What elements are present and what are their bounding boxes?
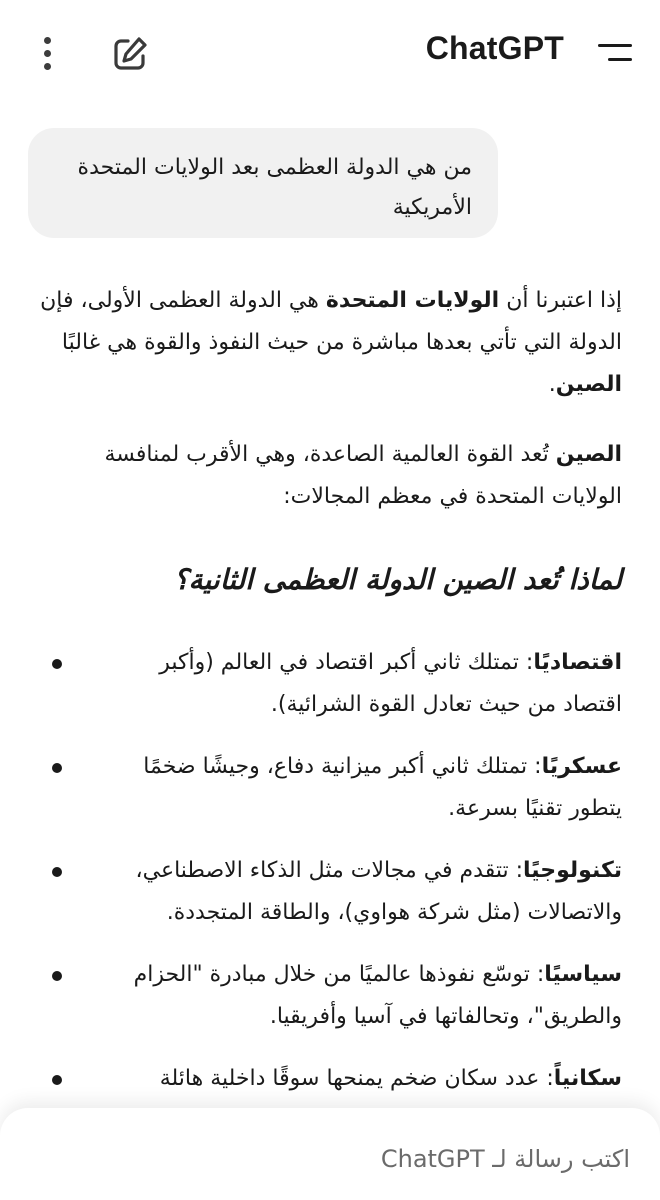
bullet-dot-icon xyxy=(52,867,62,877)
bullet-dot-icon xyxy=(52,659,62,669)
text-span: . xyxy=(548,372,556,397)
item-text: : توسّع نفوذها عالميًا من خلال مبادرة "الحزام والطريق"، وتحالفاتها في آسيا وأفريقيا. xyxy=(133,962,622,1029)
reasons-list xyxy=(36,642,622,1100)
new-chat-edit-icon[interactable] xyxy=(110,34,150,74)
bullet-dot-icon xyxy=(52,1075,62,1085)
list-item xyxy=(36,746,622,830)
user-message-bubble: من هي الدولة العظمى بعد الولايات المتحدة الأمريكية xyxy=(28,128,498,238)
response-paragraph-2 xyxy=(36,434,622,518)
list-item xyxy=(36,954,622,1038)
item-text: : عدد سكان ضخم يمنحها سوقًا داخلية هائلة xyxy=(159,1066,554,1091)
item-label: سكانياً xyxy=(553,1066,622,1091)
assistant-response xyxy=(36,280,622,1120)
text-span: تُعد القوة العالمية الصاعدة، وهي الأقرب لمنافسة الولايات المتحدة في معظم المجالات: xyxy=(104,442,622,509)
more-vertical-icon[interactable] xyxy=(38,34,58,74)
item-label: اقتصاديًا xyxy=(533,650,622,675)
item-text: : تمتلك ثاني أكبر اقتصاد في العالم (وأكبر اقتصاد من حيث تعادل القوة الشرائية). xyxy=(159,650,622,717)
list-item xyxy=(36,1058,622,1100)
response-paragraph-1 xyxy=(36,280,622,406)
bold-span: الصين xyxy=(555,372,622,397)
top-app-bar xyxy=(0,0,660,104)
bullet-dot-icon xyxy=(52,971,62,981)
bold-span: الولايات المتحدة xyxy=(325,288,500,313)
app-title: ChatGPT xyxy=(425,30,564,66)
list-item xyxy=(36,850,622,934)
item-text: : تتقدم في مجالات مثل الذكاء الاصطناعي، والاتصالات (مثل شركة هواوي)، والطاقة المتجددة. xyxy=(135,858,622,925)
list-item xyxy=(36,642,622,726)
bullet-dot-icon xyxy=(52,763,62,773)
item-label: سياسيًا xyxy=(544,962,622,987)
response-heading: لماذا تُعد الصين الدولة العظمى الثانية؟ xyxy=(173,563,622,596)
message-composer xyxy=(0,1108,660,1200)
text-span: هي الدولة العظمى الأولى، فإن الدولة التي تأتي بعدها مباشرة من حيث النفوذ والقوة هي غالبًا xyxy=(40,288,622,355)
item-text: : تمتلك ثاني أكبر ميزانية دفاع، وجيشًا ضخمًا يتطور تقنيًا بسرعة. xyxy=(143,754,622,821)
message-input[interactable] xyxy=(28,1138,632,1180)
bold-span: الصين xyxy=(555,442,622,467)
item-label: تكنولوجيًا xyxy=(523,858,622,883)
item-label: عسكريًا xyxy=(541,754,622,779)
text-span: إذا اعتبرنا أن xyxy=(499,288,622,313)
hamburger-menu-icon[interactable] xyxy=(596,40,632,68)
